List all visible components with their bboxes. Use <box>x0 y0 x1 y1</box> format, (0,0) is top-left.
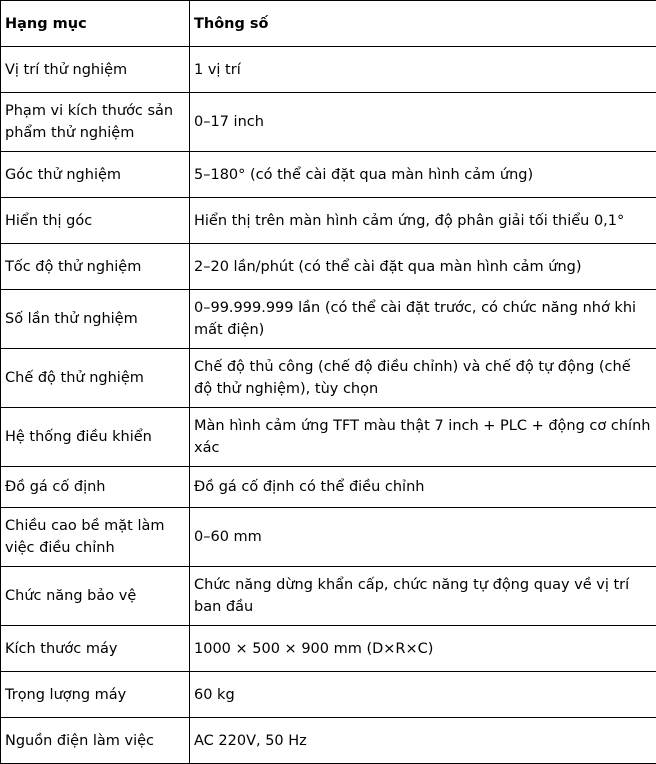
table-header-row <box>1 1 656 47</box>
row-item: Hiển thị góc <box>1 198 190 244</box>
row-item: Vị trí thử nghiệm <box>1 47 190 93</box>
row-item: Chức năng bảo vệ <box>1 567 190 626</box>
row-value: 60 kg <box>190 672 656 718</box>
table-row <box>1 626 656 672</box>
table-row <box>1 718 656 764</box>
row-value: Đồ gá cố định có thể điều chỉnh <box>190 467 656 508</box>
row-item: Kích thước máy <box>1 626 190 672</box>
row-item: Nguồn điện làm việc <box>1 718 190 764</box>
header-spec: Thông số <box>190 1 656 47</box>
table-row <box>1 198 656 244</box>
row-value: Chức năng dừng khẩn cấp, chức năng tự động quay về vị trí ban đầu <box>190 567 656 626</box>
row-value: 0–17 inch <box>190 93 656 152</box>
header-item: Hạng mục <box>1 1 190 47</box>
table-row <box>1 567 656 626</box>
row-value: 2–20 lần/phút (có thể cài đặt qua màn hình cảm ứng) <box>190 244 656 290</box>
table-row <box>1 93 656 152</box>
table-row <box>1 467 656 508</box>
table-row <box>1 408 656 467</box>
row-item: Tốc độ thử nghiệm <box>1 244 190 290</box>
row-item: Số lần thử nghiệm <box>1 290 190 349</box>
row-value: Màn hình cảm ứng TFT màu thật 7 inch + PLC + động cơ chính xác <box>190 408 656 467</box>
row-value: 1 vị trí <box>190 47 656 93</box>
row-value: Chế độ thủ công (chế độ điều chỉnh) và chế độ tự động (chế độ thử nghiệm), tùy chọn <box>190 349 656 408</box>
row-value: 5–180° (có thể cài đặt qua màn hình cảm ứng) <box>190 152 656 198</box>
row-value: AC 220V, 50 Hz <box>190 718 656 764</box>
row-item: Hệ thống điều khiển <box>1 408 190 467</box>
table-row <box>1 244 656 290</box>
table-row <box>1 290 656 349</box>
row-item: Góc thử nghiệm <box>1 152 190 198</box>
row-value: 0–60 mm <box>190 508 656 567</box>
row-value: Hiển thị trên màn hình cảm ứng, độ phân giải tối thiểu 0,1° <box>190 198 656 244</box>
row-value: 0–99.999.999 lần (có thể cài đặt trước, có chức năng nhớ khi mất điện) <box>190 290 656 349</box>
row-item: Chế độ thử nghiệm <box>1 349 190 408</box>
table-row <box>1 672 656 718</box>
table-row <box>1 47 656 93</box>
row-item: Phạm vi kích thước sản phẩm thử nghiệm <box>1 93 190 152</box>
row-item: Chiều cao bề mặt làm việc điều chỉnh <box>1 508 190 567</box>
row-value: 1000 × 500 × 900 mm (D×R×C) <box>190 626 656 672</box>
row-item: Đồ gá cố định <box>1 467 190 508</box>
table-row <box>1 508 656 567</box>
table-row <box>1 152 656 198</box>
row-item: Trọng lượng máy <box>1 672 190 718</box>
table-row <box>1 349 656 408</box>
